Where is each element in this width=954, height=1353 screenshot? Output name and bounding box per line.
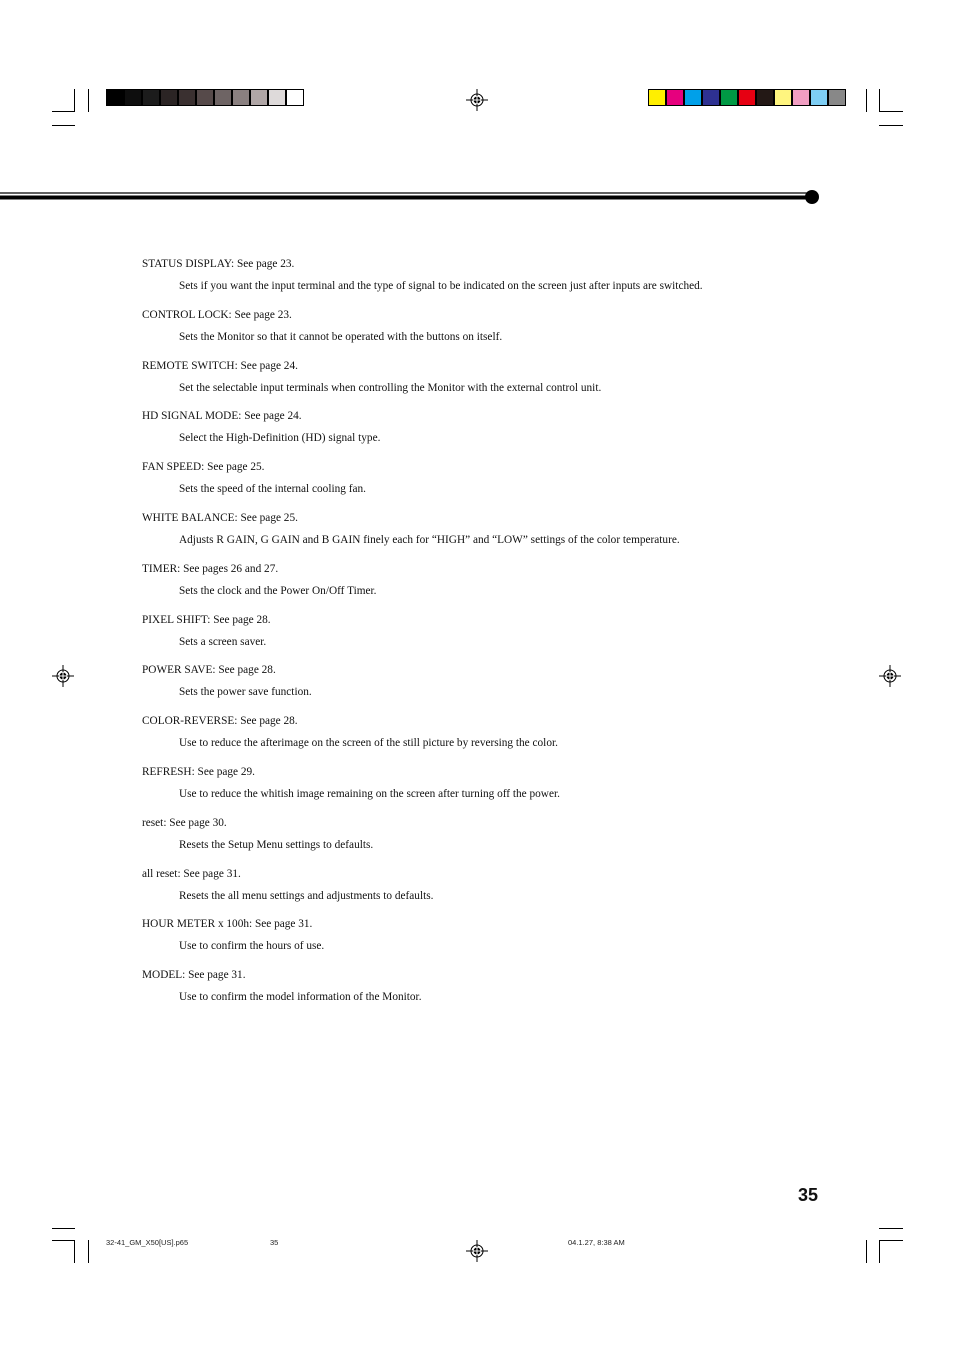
menu-item-entry <box>142 917 842 968</box>
process-swatch <box>738 89 756 106</box>
menu-item-entry <box>142 867 842 918</box>
menu-item-title: CONTROL LOCK: See page 23. <box>142 308 292 321</box>
menu-item-title: reset: See page 30. <box>142 816 227 829</box>
menu-item-entry <box>142 765 842 816</box>
menu-item-description: Adjusts R GAIN, G GAIN and B GAIN finely each for “HIGH” and “LOW” settings of the color temperature. <box>179 533 680 546</box>
grayscale-swatch <box>286 89 304 106</box>
menu-item-title: TIMER: See pages 26 and 27. <box>142 562 279 575</box>
process-swatch <box>828 89 846 106</box>
menu-item-title: REMOTE SWITCH: See page 24. <box>142 359 298 372</box>
menu-item-entry <box>142 816 842 867</box>
menu-item-title: POWER SAVE: See page 28. <box>142 664 276 677</box>
menu-item-entry <box>142 308 842 359</box>
process-swatch <box>810 89 828 106</box>
menu-item-description: Sets the power save function. <box>179 686 312 699</box>
menu-item-description: Sets the clock and the Power On/Off Timer. <box>179 584 377 597</box>
grayscale-swatch <box>160 89 178 106</box>
menu-item-title: all reset: See page 31. <box>142 867 241 880</box>
menu-item-title: COLOR-REVERSE: See page 28. <box>142 715 298 728</box>
grayscale-swatch <box>142 89 160 106</box>
menu-item-entry <box>142 663 842 714</box>
menu-item-title: MODEL: See page 31. <box>142 969 246 982</box>
menu-item-description: Select the High-Definition (HD) signal type. <box>179 432 381 445</box>
menu-item-title: HOUR METER x 100h: See page 31. <box>142 918 313 931</box>
menu-item-entry <box>142 511 842 562</box>
grayscale-color-bar <box>106 89 304 106</box>
footer-file-name: 32-41_GM_X50[US].p65 <box>106 1238 189 1247</box>
menu-item-description: Resets the Setup Menu settings to defaults. <box>179 838 374 851</box>
menu-item-entry <box>142 359 842 410</box>
menu-item-description: Use to confirm the hours of use. <box>179 940 325 953</box>
menu-item-description: Use to reduce the afterimage on the screen of the still picture by reversing the color. <box>179 737 558 750</box>
registration-mark-top-icon <box>466 89 488 111</box>
menu-item-description: Sets the speed of the internal cooling fan. <box>179 483 366 496</box>
menu-item-entry <box>142 714 842 765</box>
menu-item-title: HD SIGNAL MODE: See page 24. <box>142 410 302 423</box>
menu-item-description: Use to reduce the whitish image remaining on the screen after turning off the power. <box>179 787 560 800</box>
grayscale-swatch <box>232 89 250 106</box>
process-color-bar <box>648 89 846 106</box>
menu-item-description: Resets the all menu settings and adjustments to defaults. <box>179 889 434 902</box>
grayscale-swatch <box>196 89 214 106</box>
page-number: 35 <box>798 1185 819 1205</box>
menu-item-title: FAN SPEED: See page 25. <box>142 461 265 474</box>
menu-item-entry <box>142 257 842 308</box>
grayscale-swatch <box>106 89 124 106</box>
menu-item-description: Sets a screen saver. <box>179 635 267 648</box>
grayscale-swatch <box>124 89 142 106</box>
grayscale-swatch <box>178 89 196 106</box>
process-swatch <box>792 89 810 106</box>
menu-item-entry <box>142 968 842 1019</box>
menu-item-list <box>142 257 842 1019</box>
process-swatch <box>756 89 774 106</box>
menu-item-entry <box>142 613 842 664</box>
menu-item-description: Sets the Monitor so that it cannot be operated with the buttons on itself. <box>179 330 503 343</box>
process-swatch <box>702 89 720 106</box>
menu-item-title: PIXEL SHIFT: See page 28. <box>142 613 271 626</box>
header-rule <box>0 188 822 206</box>
footer-timestamp: 04.1.27, 8:38 AM <box>568 1238 625 1247</box>
registration-mark-bottom-icon <box>466 1240 488 1262</box>
menu-item-title: STATUS DISPLAY: See page 23. <box>142 258 295 270</box>
menu-item-description: Sets if you want the input terminal and the type of signal to be indicated on the screen just after inputs are switched. <box>179 280 703 292</box>
menu-item-title: REFRESH: See page 29. <box>142 765 255 778</box>
menu-item-entry <box>142 562 842 613</box>
process-swatch <box>684 89 702 106</box>
menu-item-title: WHITE BALANCE: See page 25. <box>142 511 298 524</box>
process-swatch <box>648 89 666 106</box>
process-swatch <box>720 89 738 106</box>
registration-mark-left-icon <box>52 665 74 687</box>
process-swatch <box>666 89 684 106</box>
grayscale-swatch <box>214 89 232 106</box>
grayscale-swatch <box>268 89 286 106</box>
menu-item-entry <box>142 460 842 511</box>
menu-item-entry <box>142 409 842 460</box>
grayscale-swatch <box>250 89 268 106</box>
footer-page: 35 <box>270 1238 279 1247</box>
process-swatch <box>774 89 792 106</box>
menu-item-description: Set the selectable input terminals when controlling the Monitor with the external control unit. <box>179 381 602 394</box>
menu-item-description: Use to confirm the model information of the Monitor. <box>179 991 422 1004</box>
registration-mark-right-icon <box>879 665 901 687</box>
